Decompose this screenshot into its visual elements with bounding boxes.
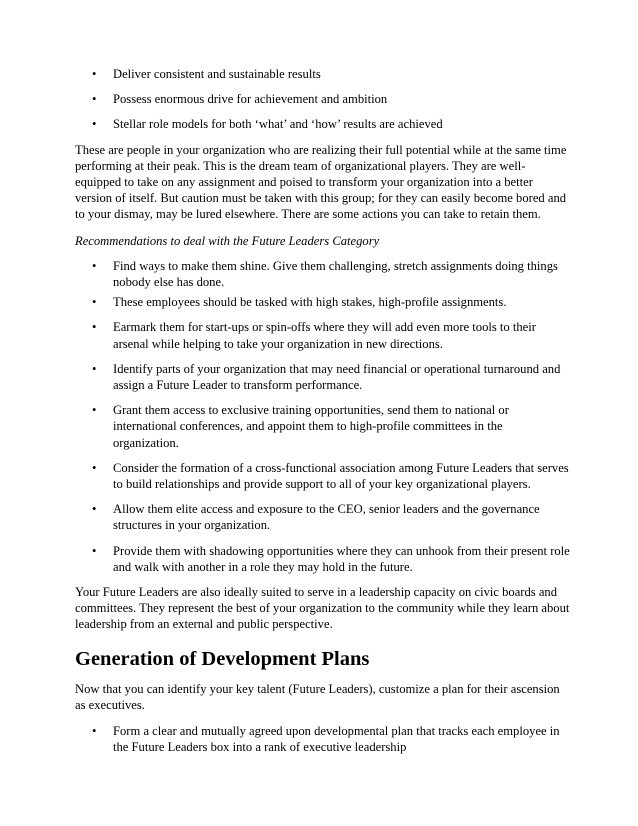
bullet-icon: • xyxy=(92,258,97,273)
list-item: • Form a clear and mutually agreed upon developmental plan that tracks each employee in the Future Leaders box into a rank of executive leadership xyxy=(92,724,560,755)
bullet-icon: • xyxy=(92,295,97,310)
paragraph-development-plans: Now that you can identify your key talent (Future Leaders), customize a plan for their ascension as executives. xyxy=(75,681,560,712)
bullet-icon: • xyxy=(92,460,97,475)
list-item: • Identify parts of your organization that may need financial or operational turnaround and assign a Future Leader to transform performance. xyxy=(92,361,561,393)
intro-bullet-list xyxy=(75,66,571,133)
plan-bullet-list xyxy=(75,723,571,755)
bullet-icon: • xyxy=(92,361,97,376)
section-heading: Generation of Development Plans xyxy=(75,647,370,670)
bullet-icon: • xyxy=(92,67,97,81)
bullet-icon: • xyxy=(92,92,97,107)
recommendations-list xyxy=(75,258,571,575)
list-item: • Possess enormous drive for achievement and ambition xyxy=(92,92,388,107)
list-item: • Consider the formation of a cross-functional association among Future Leaders that serves to build relationships and provide support to all of your key organizational players. xyxy=(92,460,569,492)
list-item: • These employees should be tasked with high stakes, high-profile assignments. xyxy=(92,295,507,310)
bullet-icon: • xyxy=(92,724,97,739)
recommendations-heading: Recommendations to deal with the Future Leaders Category xyxy=(75,233,380,248)
bullet-icon: • xyxy=(92,117,97,132)
bullet-icon: • xyxy=(92,502,97,517)
paragraph-civic-boards: Your Future Leaders are also ideally suited to serve in a leadership capacity on civic boards and committees. They represent the best of your organization to the community while they learn about leadership from an external and public perspective. xyxy=(75,585,570,632)
list-item: • Stellar role models for both ‘what’ and ‘how’ results are achieved xyxy=(92,117,443,132)
list-item: • Deliver consistent and sustainable results xyxy=(92,67,321,81)
bullet-icon: • xyxy=(92,543,97,558)
list-item: • Earmark them for start-ups or spin-offs where they will add even more tools to their arsenal while helping to take your organization in new directions. xyxy=(92,320,536,351)
list-item: • Allow them elite access and exposure to the CEO, senior leaders and the governance structures in your organization. xyxy=(92,502,540,533)
list-item: • Provide them with shadowing opportunities where they can unhook from their present role and walk with another in a role they may hold in the future. xyxy=(92,543,570,574)
paragraph-future-leaders: These are people in your organization who are realizing their full potential while at the same time performing at their peak. This is the dream team of organizational players. They are well-equipped to take on any assignment and poised to transform your organization into a better version of itself. But caution must be taken with this group; for they can easily become bored and to your dismay, may be lured elsewhere. There are some actions you can take to retain them. xyxy=(75,142,567,222)
bullet-icon: • xyxy=(92,403,97,418)
bullet-icon: • xyxy=(92,320,97,335)
list-item: • Grant them access to exclusive training opportunities, send them to national or international conferences, and appoint them to high-profile committees in the organization. xyxy=(92,403,509,450)
document-page xyxy=(75,66,571,756)
list-item: • Find ways to make them shine. Give them challenging, stretch assignments doing things nobody else has done. xyxy=(92,258,558,290)
